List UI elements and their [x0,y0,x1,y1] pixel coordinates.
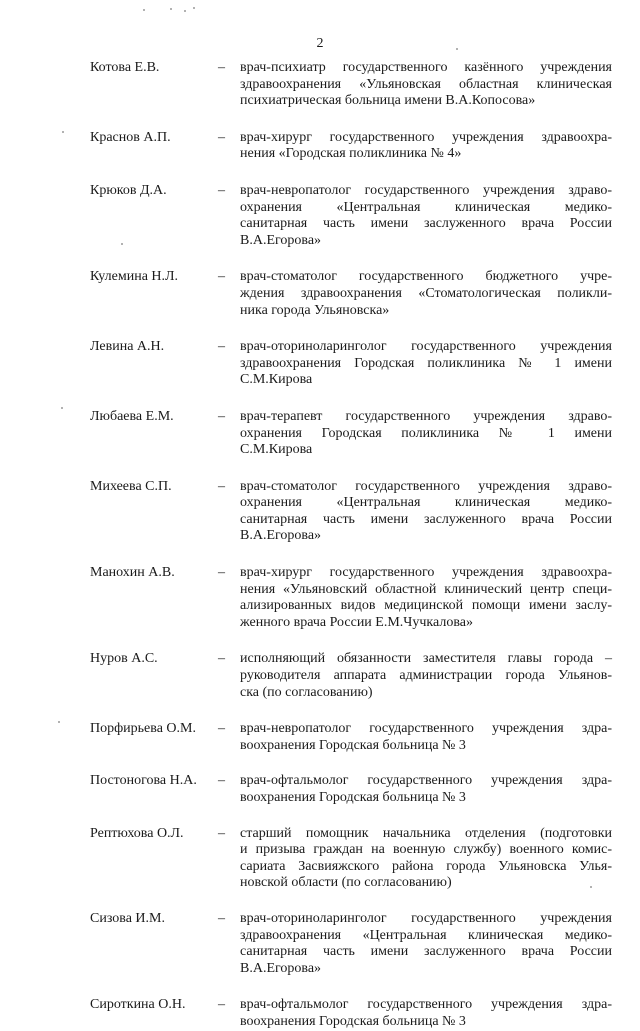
person-name: Нуров А.С. [90,651,158,667]
scan-speck [184,10,186,12]
dash-separator: – [218,129,225,145]
list-item [90,721,612,754]
description-line: воохранения Городская больница № 3 [240,1013,466,1029]
position-description [240,479,612,545]
page-number: 2 [316,36,324,51]
person-name: Краснов А.П. [90,129,171,145]
description-line: С.М.Кирова [240,372,313,388]
description-line: санитарная часть имени заслуженного врача России [240,944,612,960]
description-line: врач-хирург государственного учреждения здравоохра- [240,565,612,581]
description-line: воохранения Городская больница № 3 [240,737,466,753]
list-item [90,997,612,1030]
description-line: С.М.Кирова [240,442,313,458]
person-name: Сизова И.М. [90,910,165,926]
list-item [90,130,612,163]
person-name: Порфирьева О.М. [90,721,196,737]
description-line: врач-невропатолог государственного учреждения здра- [240,721,612,737]
position-description [240,826,612,892]
description-line: здравоохранения «Ульяновская областная клиническая [240,76,612,92]
list-item [90,479,612,545]
person-name: Постоногова Н.А. [90,773,197,789]
list-item [90,269,612,319]
description-line: В.А.Егорова» [240,960,322,976]
dash-separator: – [218,408,225,424]
description-line: охранения Городская поликлиника № 1 имени [240,425,612,441]
dash-separator: – [218,478,225,494]
position-description [240,997,612,1030]
dash-separator: – [218,773,225,789]
person-name: Левина А.Н. [90,339,165,355]
dash-separator: – [218,997,225,1013]
description-line: врач-стоматолог государственного учреждения здраво- [240,478,612,494]
description-line: врач-оториноларинголог государственного учреждения [240,910,612,926]
person-name: Михеева С.П. [90,478,172,494]
position-description [240,773,612,806]
description-line: В.А.Егорова» [240,232,322,248]
dash-separator: – [218,182,225,198]
description-line: врач-стоматолог государственного бюджетного учре- [240,269,612,285]
scan-speck [61,407,63,409]
description-line: ализированных видов медицинской помощи имени заслу- [240,598,612,614]
list-item [90,773,612,806]
person-name: Котова Е.В. [90,60,160,75]
member-list [90,60,612,1031]
scan-speck [170,8,172,10]
person-name: Любаева Е.М. [90,408,174,424]
scan-speck [456,48,458,50]
description-line: новской области (по согласованию) [240,875,452,891]
description-line: и призыва граждан на военную службу) военного комис- [240,842,612,858]
description-line: врач-офтальмолог государственного учреждения здра- [240,997,612,1013]
description-line: женного врача России Е.М.Чучкалова» [240,614,473,630]
person-name: Рептюхова О.Л. [90,825,184,841]
description-line: врач-невропатолог государственного учреждения здраво- [240,182,612,198]
person-name: Манохин А.В. [90,565,175,581]
position-description [240,183,612,249]
person-name: Сироткина О.Н. [90,997,186,1013]
position-description [240,565,612,631]
description-line: врач-оториноларинголог государственного учреждения [240,339,612,355]
description-line: старший помощник начальника отделения (подготовки [240,825,612,841]
position-description [240,721,612,754]
list-item [90,826,612,892]
scan-speck [62,131,64,133]
description-line: врач-психиатр государственного казённого учреждения [240,60,612,75]
description-line: ждения здравоохранения «Стоматологическая поликли- [240,285,612,301]
position-description [240,269,612,319]
position-description [240,60,612,110]
list-item [90,911,612,977]
description-line: санитарная часть имени заслуженного врача России [240,216,612,232]
description-line: охранения «Центральная клиническая медико- [240,199,612,215]
description-line: нения «Городская поликлиника № 4» [240,146,462,162]
description-line: здравоохранения Городская поликлиника № 1 имени [240,355,612,371]
dash-separator: – [218,825,225,841]
description-line: нения «Ульяновский областной клинический центр специ- [240,581,612,597]
dash-separator: – [218,269,225,285]
position-description [240,651,612,701]
list-item [90,183,612,249]
dash-separator: – [218,651,225,667]
description-line: В.А.Егорова» [240,528,322,544]
list-item [90,60,612,110]
description-line: охранения «Центральная клиническая медико- [240,495,612,511]
description-line: санитарная часть имени заслуженного врача России [240,511,612,527]
position-description [240,409,612,459]
list-item [90,339,612,389]
description-line: психиатрическая больница имени В.А.Копосова» [240,93,536,109]
list-item [90,651,612,701]
dash-separator: – [218,910,225,926]
dash-separator: – [218,339,225,355]
description-line: ника города Ульяновска» [240,302,390,318]
dash-separator: – [218,721,225,737]
scan-speck [193,7,195,9]
scan-speck [143,9,145,11]
description-line: исполняющий обязанности заместителя главы города – [240,651,612,667]
position-description [240,339,612,389]
list-item [90,409,612,459]
position-description [240,130,612,163]
description-line: врач-терапевт государственного учреждения здраво- [240,408,612,424]
dash-separator: – [218,60,225,75]
description-line: сариата Засвияжского района города Ульяновска Улья- [240,858,612,874]
position-description [240,911,612,977]
description-line: здравоохранения «Центральная клиническая медико- [240,927,612,943]
scan-speck [58,721,60,723]
dash-separator: – [218,565,225,581]
description-line: руководителя аппарата администрации города Ульянов- [240,668,612,684]
description-line: воохранения Городская больница № 3 [240,790,466,805]
description-line: врач-офтальмолог государственного учреждения здра- [240,773,612,789]
list-item [90,565,612,631]
description-line: ска (по согласованию) [240,684,373,700]
person-name: Крюков Д.А. [90,182,167,198]
person-name: Кулемина Н.Л. [90,269,179,285]
description-line: врач-хирург государственного учреждения здравоохра- [240,129,612,145]
